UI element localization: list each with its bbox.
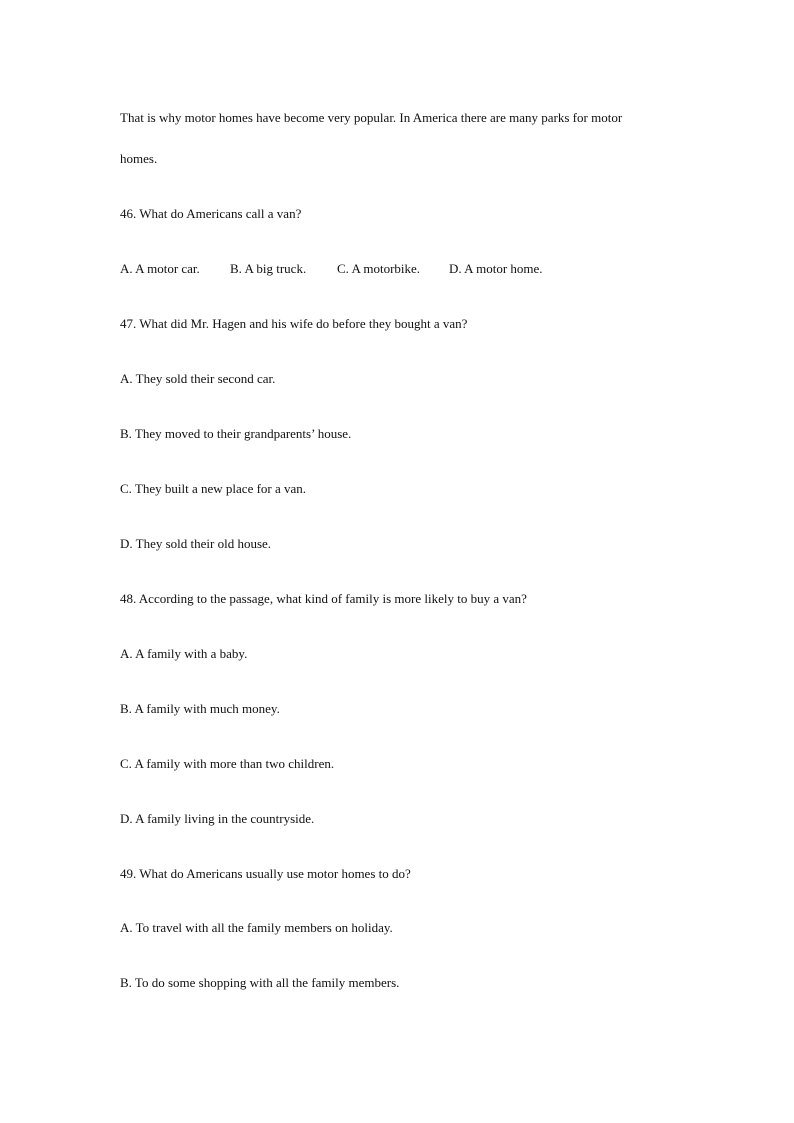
question-49-stem: 49. What do Americans usually use motor homes to do? xyxy=(120,866,411,881)
question-48-option-d: D. A family living in the countryside. xyxy=(120,811,315,826)
question-48-option-a: A. A family with a baby. xyxy=(120,646,248,661)
question-49-option-b: B. To do some shopping with all the family members. xyxy=(120,975,400,990)
question-46-option-b: B. A big truck. xyxy=(230,261,307,276)
question-47-option-b: B. They moved to their grandparents’ house. xyxy=(120,426,352,441)
question-46-option-a: A. A motor car. xyxy=(120,261,200,276)
question-47-option-a: A. They sold their second car. xyxy=(120,371,276,386)
question-47-option-d: D. They sold their old house. xyxy=(120,536,272,551)
question-46-stem: 46. What do Americans call a van? xyxy=(120,206,302,221)
question-46-options xyxy=(120,261,680,277)
question-49-option-a: A. To travel with all the family members on holiday. xyxy=(120,920,393,935)
question-48-stem: 48. According to the passage, what kind of family is more likely to buy a van? xyxy=(120,591,527,606)
passage-line-2: homes. xyxy=(120,151,158,166)
question-48-option-c: C. A family with more than two children. xyxy=(120,756,335,771)
question-47-option-c: C. They built a new place for a van. xyxy=(120,481,307,496)
question-48-option-b: B. A family with much money. xyxy=(120,701,280,716)
question-47-stem: 47. What did Mr. Hagen and his wife do before they bought a van? xyxy=(120,316,468,331)
passage-line-1: That is why motor homes have become very popular. In America there are many parks for motor xyxy=(120,110,623,125)
question-46-option-c: C. A motorbike. xyxy=(337,261,421,276)
question-46-option-d: D. A motor home. xyxy=(449,261,543,276)
